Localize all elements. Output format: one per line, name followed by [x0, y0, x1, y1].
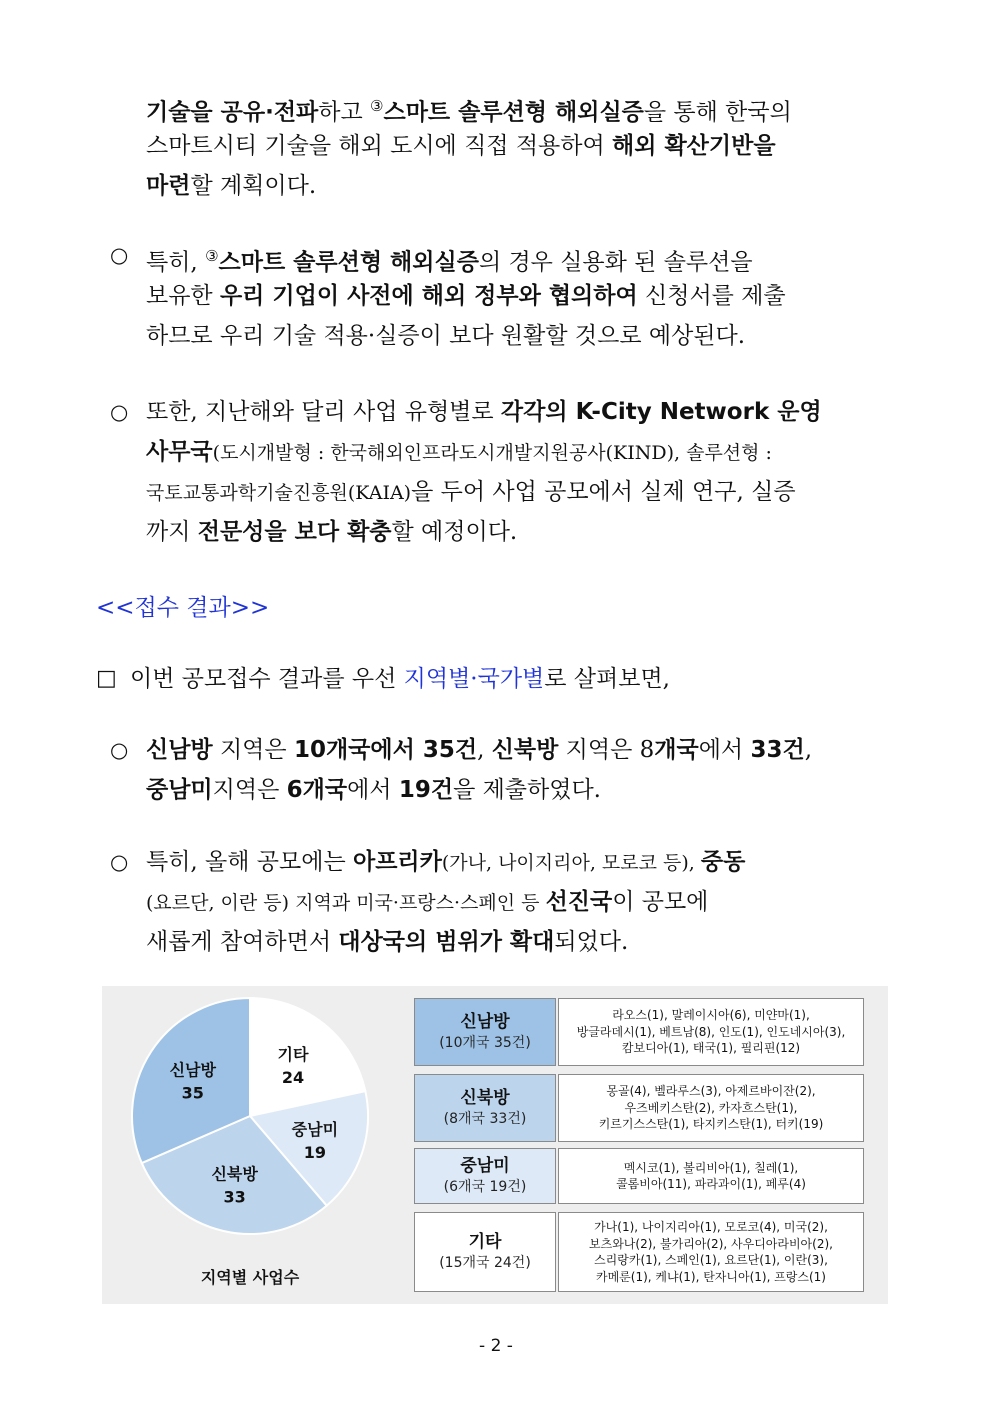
page-number: - 2 -	[479, 1336, 513, 1356]
country-list-line: 우즈베키스탄(2), 카자흐스탄(1),	[624, 1100, 798, 1115]
country-list-line: 키르기스스탄(1), 타지키스탄(1), 터키(19)	[598, 1117, 824, 1132]
pie-label-category: 신북방	[211, 1164, 258, 1184]
bullet-circle: ○	[110, 243, 129, 267]
bullet-circle: ○	[110, 400, 129, 424]
region-box	[414, 1212, 556, 1292]
country-list-line: 보츠와나(2), 불가리아(2), 사우디아라비아(2),	[589, 1236, 833, 1251]
region-box	[414, 998, 556, 1066]
region-count: (15개국 24건)	[439, 1255, 531, 1271]
paragraph-1-line-2: 스마트시티 기술을 해외 도시에 직접 적용하여 해외 확산기반을	[146, 133, 776, 159]
region-count: (10개국 35건)	[439, 1035, 531, 1051]
region-count: (8개국 33건)	[443, 1111, 527, 1127]
country-list-line: 몽골(4), 벨라루스(3), 아제르바이잔(2),	[606, 1084, 816, 1099]
section-heading: <<접수 결과>>	[96, 595, 270, 621]
country-list-line: 라오스(1), 말레이시아(6), 미얀마(1),	[612, 1008, 810, 1023]
paragraph-2-line-2: 보유한 우리 기업이 사전에 해외 정부와 협의하여 신청서를 제출	[146, 283, 786, 309]
region-countries-box	[558, 1074, 864, 1142]
paragraph-1-line-1: 기술을 공유·전파하고 ③스마트 솔루션형 해외실증을 통해 한국의	[146, 97, 792, 126]
paragraph-3-line-4: 까지 전문성을 보다 확충할 예정이다.	[146, 519, 518, 545]
bullet-square: □	[96, 666, 117, 691]
pie-label-category: 신남방	[169, 1060, 216, 1080]
region-box	[414, 1148, 556, 1204]
paragraph-2-line-3: 하므로 우리 기술 적용·실증이 보다 원활할 것으로 예상된다.	[146, 323, 746, 349]
pie-label-value: 24	[281, 1067, 305, 1087]
pie-chart	[102, 986, 402, 1304]
country-list-line: 스리랑카(1), 스페인(1), 요르단(1), 이란(3),	[594, 1253, 828, 1267]
country-list-line: 멕시코(1), 볼리비아(1), 칠레(1),	[623, 1160, 799, 1175]
country-list-line: 콜롬비아(11), 파라과이(1), 페루(4)	[616, 1177, 806, 1191]
country-list-line: 방글라데시(1), 베트남(8), 인도(1), 인도네시아(3),	[576, 1024, 846, 1039]
paragraph-6-line-3: 새롭게 참여하면서 대상국의 범위가 확대되었다.	[146, 929, 629, 955]
country-list-line: 캄보디아(1), 태국(1), 필리핀(12)	[621, 1041, 801, 1056]
region-countries-box	[558, 998, 864, 1066]
chart-title: 지역별 사업수	[200, 1268, 300, 1287]
paragraph-5-line-1: 신남방 지역은 10개국에서 35건, 신북방 지역은 8개국에서 33건,	[146, 737, 812, 763]
paragraph-4-line-1: 이번 공모접수 결과를 우선 지역별·국가별로 살펴보면,	[130, 666, 670, 692]
pie-label-category: 기타	[277, 1044, 309, 1064]
region-box	[414, 1074, 556, 1142]
region-count: (6개국 19건)	[443, 1179, 527, 1195]
country-list-line: 카메룬(1), 케냐(1), 탄자니아(1), 프랑스(1)	[596, 1269, 826, 1284]
paragraph-5-line-2: 중남미지역은 6개국에서 19건을 제출하였다.	[146, 777, 601, 803]
paragraph-6-line-2: (요르단, 이란 등) 지역과 미국·프랑스·스페인 등 선진국이 공모에	[146, 889, 709, 915]
region-name: 기타	[468, 1232, 502, 1252]
region-name: 중남미	[460, 1156, 510, 1176]
paragraph-3-line-3: 국토교통과학기술진흥원(KAIA)을 두어 사업 공모에서 실제 연구, 실증	[146, 479, 796, 505]
paragraph-3-line-2: 사무국(도시개발형 : 한국해외인프라도시개발지원공사(KIND), 솔루션형 :	[146, 439, 772, 465]
region-countries-box	[558, 1148, 864, 1204]
pie-label-category: 중남미	[291, 1119, 339, 1139]
pie-slices	[132, 998, 368, 1234]
region-name: 신북방	[460, 1088, 510, 1108]
paragraph-6-line-1: 특히, 올해 공모에는 아프리카(가나, 나이지리아, 모로코 등), 중동	[146, 849, 746, 875]
bullet-circle: ○	[110, 850, 129, 874]
country-list-line: 가나(1), 나이지리아(1), 모로코(4), 미국(2),	[594, 1220, 828, 1234]
bullet-circle: ○	[110, 738, 129, 762]
pie-label-value: 35	[181, 1083, 204, 1103]
region-countries-box	[558, 1212, 864, 1292]
paragraph-2-line-1: 특히, ③스마트 솔루션형 해외실증의 경우 실용화 된 솔루션을	[146, 247, 753, 276]
region-name: 신남방	[460, 1012, 510, 1032]
pie-label-value: 19	[303, 1142, 326, 1162]
paragraph-1-line-3: 마련할 계획이다.	[146, 173, 317, 199]
region-infographic	[102, 986, 888, 1304]
paragraph-3-line-1: 또한, 지난해와 달리 사업 유형별로 각각의 K-City Network 운영	[146, 399, 822, 425]
pie-label-value: 33	[223, 1187, 246, 1207]
